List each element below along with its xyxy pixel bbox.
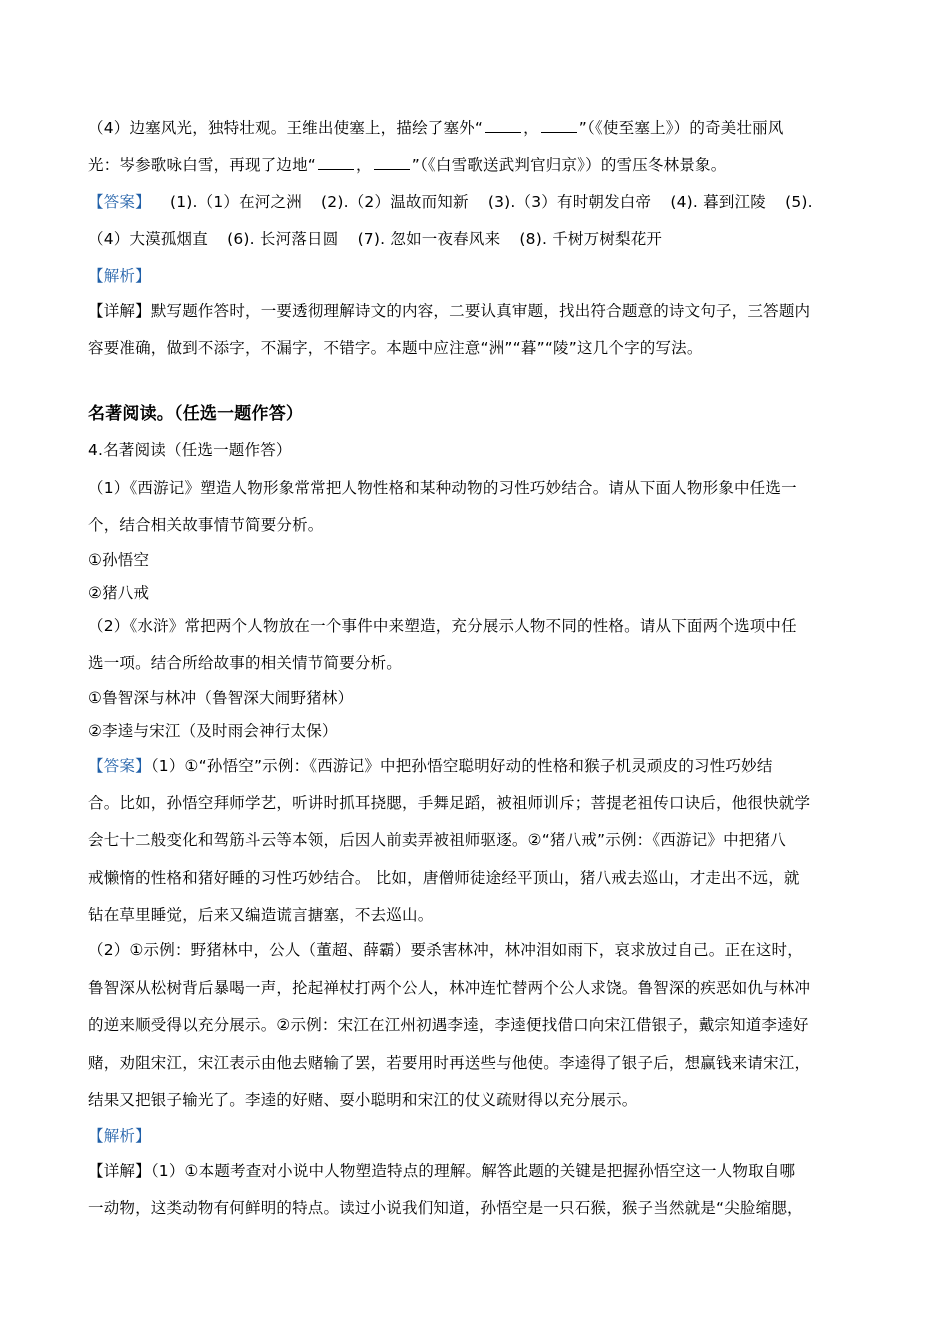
q4-option: ①鲁智深与林冲（鲁智深大闹野猪林） xyxy=(88,689,354,707)
text: 光：岑参歌咏白雪，再现了边地“ xyxy=(88,156,317,174)
q3-answer-line2 xyxy=(88,229,878,249)
question-title: 4.名著阅读（任选一题作答） xyxy=(88,441,292,459)
analysis-label: 【解析】 xyxy=(88,267,151,285)
q4-answer-line1 xyxy=(88,756,878,776)
detail-label: 【详解】 xyxy=(88,302,151,320)
text: ”（《使至塞上》）的奇美壮丽风 xyxy=(578,119,784,137)
q3-part4-line2 xyxy=(88,155,878,175)
detail-label: 【详解】 xyxy=(88,1162,151,1180)
q3-part4-line1 xyxy=(88,118,878,138)
answer-label: 【答案】 xyxy=(88,193,151,211)
answer-item: (6). 长河落日圆 xyxy=(227,230,339,248)
q4-answer-line: （2）①示例：野猪林中，公人（董超、薛霸）要杀害林冲，林冲泪如雨下，哀求放过自己。正在这时， xyxy=(88,941,803,959)
fill-blank xyxy=(485,118,521,133)
text: （1）①本题考查对小说中人物塑造特点的理解。解答此题的关键是把握孙悟空这一人物取自哪 xyxy=(150,1162,796,1180)
q3-detail-line2: 容要准确，做到不添字，不漏字，不错字。本题中应注意“洲”“暮”“陵”这几个字的写法。 xyxy=(88,339,703,357)
fill-blank xyxy=(541,118,577,133)
q4-p1-line2: 个，结合相关故事情节简要分析。 xyxy=(88,516,324,534)
answer-item: (1).（1）在河之洲 xyxy=(169,193,302,211)
text: ”（《白雪歌送武判官归京》）的雪压冬林景象。 xyxy=(411,156,727,174)
answer-item: (3).（3）有时朝发白帝 xyxy=(487,193,652,211)
answer-item: (2).（2）温故而知新 xyxy=(321,193,469,211)
q4-option: ②李逵与宋江（及时雨会神行太保） xyxy=(88,722,338,740)
answer-label: 【答案】 xyxy=(88,757,151,775)
answer-item: (8). 千树万树梨花开 xyxy=(519,230,663,248)
section-heading: 名著阅读。（任选一题作答） xyxy=(88,404,304,424)
q4-answer-line: 戒懒惰的性格和猪好睡的习性巧妙结合。 比如，唐僧师徒途经平顶山，猪八戒去巡山，才走出不远，就 xyxy=(88,869,800,887)
answer-item: (5). xyxy=(785,193,813,211)
q4-answer-line: 合。比如，孙悟空拜师学艺，听讲时抓耳挠腮，手舞足蹈，被祖师训斥；菩提老祖传口诀后，他很快就学 xyxy=(88,794,811,812)
text: ， xyxy=(523,119,539,137)
q4-detail-line2: 一动物，这类动物有何鲜明的特点。读过小说我们知道，孙悟空是一只石猴，猴子当然就是“尖脸缩腮， xyxy=(88,1199,803,1217)
q4-answer-line: 会七十二般变化和驾筋斗云等本领，后因人前卖弄被祖师驱逐。②“猪八戒”示例：《西游记》中把猪八 xyxy=(88,831,786,849)
q3-answer-line1 xyxy=(88,192,878,212)
q4-option: ①孙悟空 xyxy=(88,551,150,569)
q4-p2-line2: 选一项。结合所给故事的相关情节简要分析。 xyxy=(88,654,403,672)
fill-blank xyxy=(318,155,354,170)
q4-p2-line1: （2）《水浒》常把两个人物放在一个事件中来塑造，充分展示人物不同的性格。请从下面两个选项中任 xyxy=(88,617,797,635)
q4-option: ②猪八戒 xyxy=(88,584,150,602)
q4-answer-line: 钻在草里睡觉，后来又编造谎言搪塞，不去巡山。 xyxy=(88,906,434,924)
text: （4）边塞风光，独特壮观。王维出使塞上，描绘了塞外“ xyxy=(88,119,484,137)
q3-detail-line1 xyxy=(88,301,878,321)
answer-item: (7). 忽如一夜春风来 xyxy=(357,230,501,248)
q4-answer-line: 结果又把银子输光了。李逵的好赌、耍小聪明和宋江的仗义疏财得以充分展示。 xyxy=(88,1091,638,1109)
q4-p1-line1: （1）《西游记》塑造人物形象常常把人物性格和某种动物的习性巧妙结合。请从下面人物形象中任选一 xyxy=(88,479,797,497)
q4-answer-line: 鲁智深从松树背后暴喝一声，抡起禅杖打两个公人，林冲连忙替两个公人求饶。鲁智深的疾恶如仇与林冲 xyxy=(88,979,811,997)
answer-item: (4). 暮到江陵 xyxy=(670,193,766,211)
text: （1）①“孙悟空”示例：《西游记》中把孙悟空聪明好动的性格和猴子机灵顽皮的习性巧妙结 xyxy=(150,757,773,775)
text: 默写题作答时，一要透彻理解诗文的内容，二要认真审题，找出符合题意的诗文句子，三答题内 xyxy=(150,302,811,320)
q4-answer-line: 的逆来顺受得以充分展示。②示例：宋江在江州初遇李逵，李逵便找借口向宋江借银子，戴宗知道李逵好 xyxy=(88,1016,809,1034)
q4-detail-line1 xyxy=(88,1161,878,1181)
text: ， xyxy=(356,156,372,174)
analysis-label: 【解析】 xyxy=(88,1127,151,1145)
q4-answer-line: 赌，劝阻宋江，宋江表示由他去赌输了罢，若要用时再送些与他使。李逵得了银子后，想赢钱来请宋江， xyxy=(88,1054,811,1072)
answer-item: （4）大漠孤烟直 xyxy=(88,230,208,248)
fill-blank xyxy=(374,155,410,170)
